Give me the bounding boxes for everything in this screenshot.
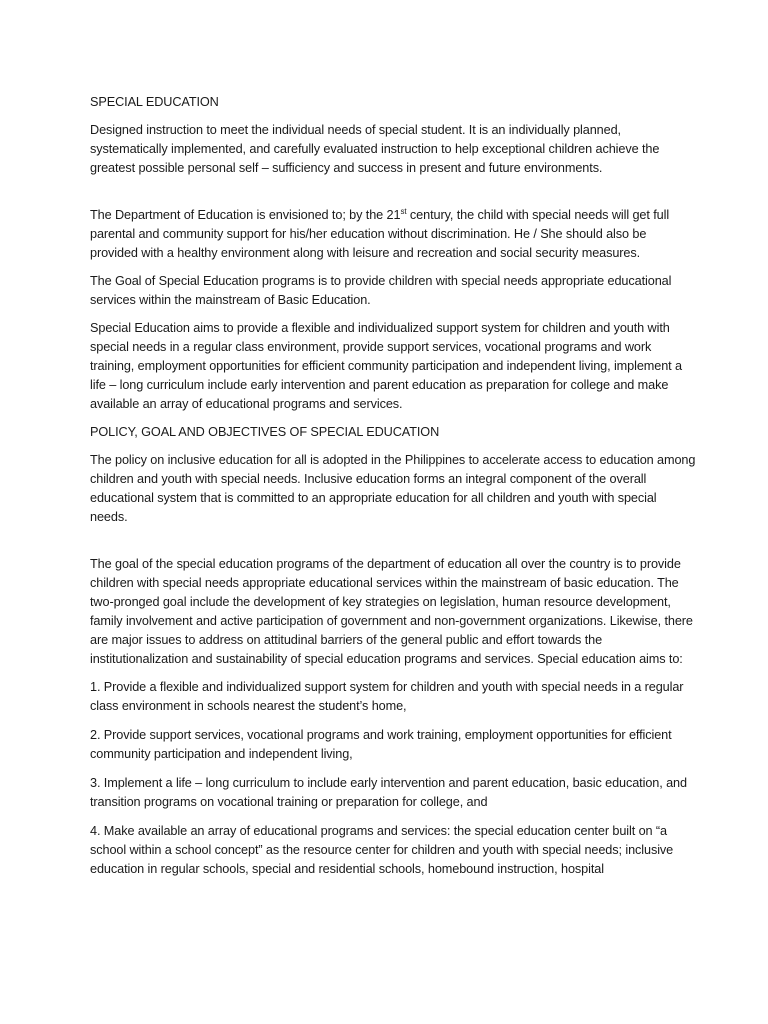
deped-text-start: The Department of Education is envisioned to; by the 21	[90, 208, 401, 222]
goal-paragraph: The Goal of Special Education programs is to provide children with special needs appropriate educational services within the mainstream of Basic Education.	[90, 274, 672, 307]
aims-paragraph: Special Education aims to provide a flexible and individualized support system for children and youth with special needs in a regular class environment, provide support services, vocational programs and work training, employment opportunities for efficient community participation and independent living, implement a life – long curriculum include early intervention and parent education as preparation for college and make available an array of educational programs and services.	[90, 321, 682, 411]
list-item: 4. Make available an array of educational programs and services: the special education center built on “a school within a school concept” as the resource center for children and youth with special needs; inclusive education in regular schools, special and residential schools, homebound instruction, hospital	[90, 824, 674, 876]
intro-paragraph: Designed instruction to meet the individual needs of special student. It is an individually planned, systematically implemented, and carefully evaluated instruction to help exceptional children achieve the greatest possible personal self – sufficiency and success in present and future environments.	[90, 123, 660, 175]
goal-programs-paragraph: The goal of the special education programs of the department of education all over the country is to provide children with special needs appropriate educational services within the mainstream of basic education. The two-pronged goal include the development of key strategies on legislation, human resource development, family involvement and active participation of government and non-government organizations. Likewise, there are major issues to address on attitudinal barriers of the general public and effort towards the institutionalization and sustainability of special education programs and services. Special education aims to:	[90, 557, 693, 666]
spacer	[90, 187, 696, 206]
spacer	[90, 536, 696, 555]
document-title: SPECIAL EDUCATION	[90, 95, 219, 109]
list-item: 2. Provide support services, vocational programs and work training, employment opportunities for efficient community participation and independent living,	[90, 728, 672, 761]
deped-paragraph	[90, 206, 696, 263]
list-item: 1. Provide a flexible and individualized support system for children and youth with special needs in a regular class environment in schools nearest the student’s home,	[90, 680, 684, 713]
deped-text-end: century, the child with special needs will get full parental and community support for his/her education without discrimination. He / She should also be provided with a healthy environment along with leisure and recreation and social security measures.	[90, 208, 670, 260]
policy-paragraph: The policy on inclusive education for all is adopted in the Philippines to accelerate access to education among children and youth with special needs. Inclusive education forms an integral component of the overall educational system that is committed to an appropriate education for all children and youth with special needs.	[90, 453, 696, 524]
policy-heading: POLICY, GOAL AND OBJECTIVES OF SPECIAL EDUCATION	[90, 425, 440, 439]
list-item: 3. Implement a life – long curriculum to include early intervention and parent education, basic education, and transition programs on vocational training or preparation for college, and	[90, 776, 687, 809]
ordinal-suffix: st	[400, 206, 407, 216]
